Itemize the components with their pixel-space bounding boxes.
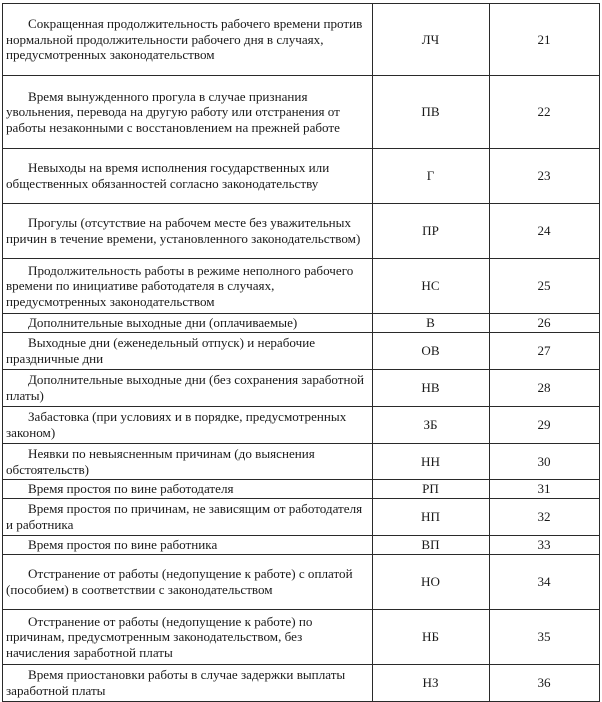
row-code: В xyxy=(373,314,490,333)
row-description: Дополнительные выходные дни (без сохранения заработной платы) xyxy=(3,370,373,407)
table-row xyxy=(3,610,600,665)
row-number: 25 xyxy=(490,259,600,314)
row-number: 28 xyxy=(490,370,600,407)
row-code: НП xyxy=(373,499,490,536)
table-row xyxy=(3,499,600,536)
table-row xyxy=(3,665,600,702)
row-code: Г xyxy=(373,149,490,204)
row-code: ЗБ xyxy=(373,407,490,444)
table-row xyxy=(3,407,600,444)
table-row xyxy=(3,480,600,499)
row-description: Отстранение от работы (недопущение к работе) с оплатой (пособием) в соответствии с законодательством xyxy=(3,555,373,610)
row-code: ПВ xyxy=(373,76,490,149)
table-row xyxy=(3,204,600,259)
row-description: Выходные дни (еженедельный отпуск) и нерабочие праздничные дни xyxy=(3,333,373,370)
row-description: Неявки по невыясненным причинам (до выяснения обстоятельств) xyxy=(3,444,373,480)
row-code: ОВ xyxy=(373,333,490,370)
table-row xyxy=(3,333,600,370)
row-code: НВ xyxy=(373,370,490,407)
time-codes-table-body xyxy=(3,4,600,702)
table-row xyxy=(3,536,600,555)
row-number: 29 xyxy=(490,407,600,444)
row-description: Прогулы (отсутствие на рабочем месте без уважительных причин в течение времени, установленного законодательством) xyxy=(3,204,373,259)
table-row xyxy=(3,149,600,204)
row-number: 34 xyxy=(490,555,600,610)
row-description: Время простоя по причинам, не зависящим от работодателя и работника xyxy=(3,499,373,536)
row-code: РП xyxy=(373,480,490,499)
table-row xyxy=(3,4,600,76)
row-number: 23 xyxy=(490,149,600,204)
row-code: ЛЧ xyxy=(373,4,490,76)
row-number: 33 xyxy=(490,536,600,555)
row-code: НБ xyxy=(373,610,490,665)
row-description: Отстранение от работы (недопущение к работе) по причинам, предусмотренным законодательством, без начисления заработной платы xyxy=(3,610,373,665)
time-codes-table xyxy=(2,3,600,702)
row-number: 22 xyxy=(490,76,600,149)
row-code: ВП xyxy=(373,536,490,555)
row-number: 32 xyxy=(490,499,600,536)
row-code: ПР xyxy=(373,204,490,259)
table-row xyxy=(3,444,600,480)
row-description: Время простоя по вине работодателя xyxy=(3,480,373,499)
row-description: Время простоя по вине работника xyxy=(3,536,373,555)
row-number: 27 xyxy=(490,333,600,370)
row-description: Забастовка (при условиях и в порядке, предусмотренных законом) xyxy=(3,407,373,444)
row-number: 36 xyxy=(490,665,600,702)
row-description: Продолжительность работы в режиме неполного рабочего времени по инициативе работодателя в случаях, предусмотренных законодательством xyxy=(3,259,373,314)
row-code: НО xyxy=(373,555,490,610)
row-code: НС xyxy=(373,259,490,314)
row-code: НЗ xyxy=(373,665,490,702)
row-number: 24 xyxy=(490,204,600,259)
table-row xyxy=(3,76,600,149)
row-number: 31 xyxy=(490,480,600,499)
table-row xyxy=(3,370,600,407)
row-description: Сокращенная продолжительность рабочего времени против нормальной продолжительности рабочего дня в случаях, предусмотренных законодательством xyxy=(3,4,373,76)
row-description: Невыходы на время исполнения государственных или общественных обязанностей согласно законодательству xyxy=(3,149,373,204)
row-number: 35 xyxy=(490,610,600,665)
table-row xyxy=(3,314,600,333)
row-description: Время вынужденного прогула в случае признания увольнения, перевода на другую работу или отстранения от работы незаконными с восстановлением на прежней работе xyxy=(3,76,373,149)
row-number: 30 xyxy=(490,444,600,480)
row-code: НН xyxy=(373,444,490,480)
table-row xyxy=(3,259,600,314)
table-row xyxy=(3,555,600,610)
row-number: 26 xyxy=(490,314,600,333)
row-description: Время приостановки работы в случае задержки выплаты заработной платы xyxy=(3,665,373,702)
row-description: Дополнительные выходные дни (оплачиваемые) xyxy=(3,314,373,333)
row-number: 21 xyxy=(490,4,600,76)
